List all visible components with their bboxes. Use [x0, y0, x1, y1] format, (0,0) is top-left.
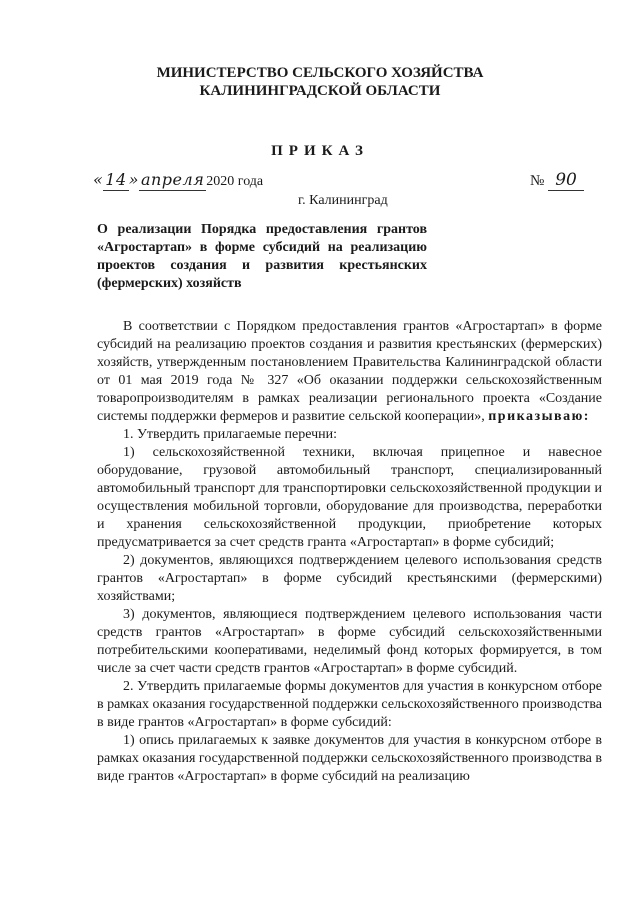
city: г. Калининград: [298, 193, 388, 208]
item-1-3: 3) документов, являющиеся подтверждением целевого использования части средств грантов «Агростартап» в форме субсидий сельскохозяйственными потребительскими кооперативами, неделимый фонд которых формируется, в том числе за счет части средств грантов «Агростартап» в форме субсидий.: [97, 607, 602, 676]
date-day: 14: [105, 170, 127, 189]
ministry-line-1: МИНИСТЕРСТВО СЕЛЬСКОГО ХОЗЯЙСТВА: [156, 65, 484, 81]
order-number: [530, 170, 584, 191]
ministry-line-2: КАЛИНИНГРАДСКОЙ ОБЛАСТИ: [199, 83, 441, 99]
number-value: 90: [548, 170, 584, 191]
item-1: 1. Утвердить прилагаемые перечни:: [123, 427, 338, 442]
number-label: №: [530, 173, 545, 189]
date-close-quote: »: [128, 170, 139, 189]
item-2-1: 1) опись прилагаемых к заявке документов для участия в конкурсном отборе в рамках оказания государственной поддержки сельскохозяйственного производства в виде грантов «Агростартап» в форме субсидий на реализацию: [97, 733, 602, 784]
document-title: ПРИКАЗ: [271, 143, 369, 159]
intro-paragraph: [97, 318, 602, 426]
intro-text: В соответствии с Порядком предоставления грантов «Агростартап» в форме субсидий на реализацию проектов создания и развития крестьянских (фермерских) хозяйств, утвержденным постановлением Правительства Калининградской области от 01 мая 2019 года № 327 «Об оказании поддержки сельскохозяйственным товаропроизводителям в рамках реализации регионального проекта «Создание системы поддержки фермеров и развитие сельской кооперации»,: [97, 319, 602, 424]
resolve-word: приказываю:: [488, 409, 590, 424]
date-year: 2020 года: [206, 174, 264, 189]
item-1-2: 2) документов, являющихся подтверждением целевого использования средств грантов «Агростартап» в форме субсидий крестьянскими (фермерскими) хозяйствами;: [97, 553, 602, 604]
ministry-heading: [0, 64, 640, 100]
date-open-quote: «: [93, 170, 104, 189]
date-month: апреля: [140, 170, 205, 189]
order-subject: О реализации Порядка предоставления грантов «Агростартап» в форме субсидий на реализацию проектов создания и развития крестьянских (фермерских) хозяйств: [97, 222, 427, 291]
order-date: [93, 170, 263, 192]
item-1-1: 1) сельскохозяйственной техники, включая прицепное и навесное оборудование, грузовой автомобильный транспорт, специализированный автомобильный транспорт для транспортировки сельскохозяйственной продукции и осуществления мобильной торговли, оборудование для производства, переработки и хранения сельскохозяйственной продукции, приобретение которых предусматривается за счет средств гранта «Агростартап» в форме субсидий;: [97, 445, 602, 550]
item-2: 2. Утвердить прилагаемые формы документов для участия в конкурсном отборе в рамках оказания государственной поддержки сельскохозяйственного производства в виде грантов «Агростартап» в форме субсидий:: [97, 679, 602, 730]
order-body: [97, 318, 602, 786]
